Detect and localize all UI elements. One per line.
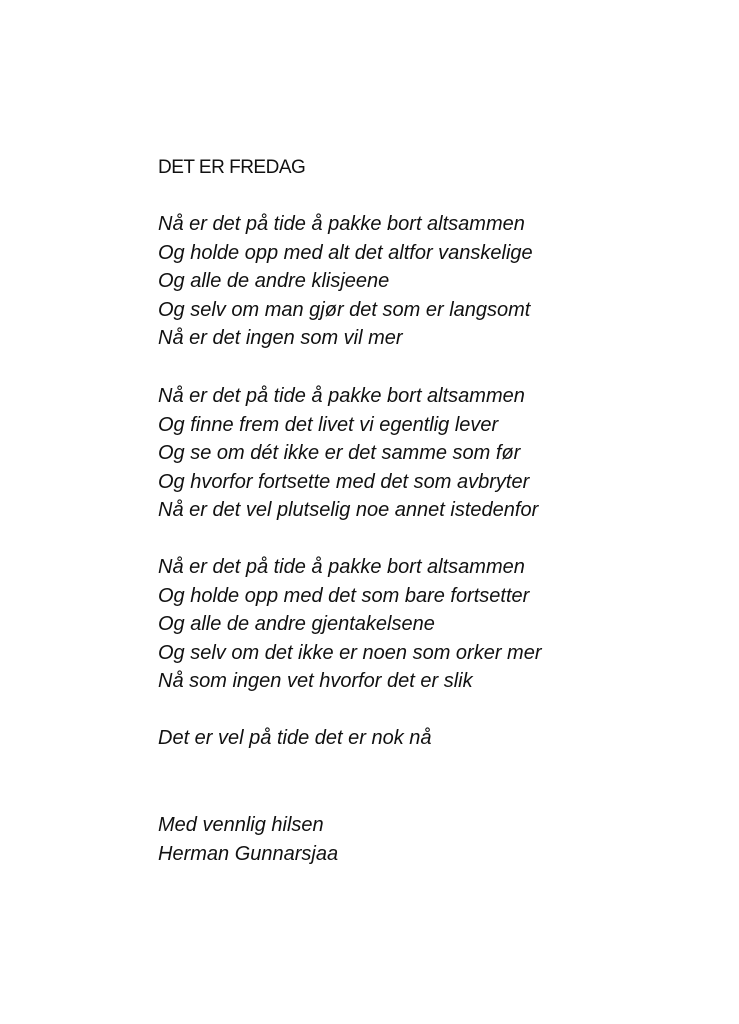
stanza-2 [158,382,538,525]
poem-line: Nå som ingen vet hvorfor det er slik [158,670,473,693]
poem-line: Og holde opp med det som bare fortsetter [158,584,530,607]
poem-line: Og se om dét ikke er det samme som før [158,442,521,465]
closing-greeting: Med vennlig hilsen [158,814,324,836]
stanza-3 [158,553,541,696]
poem-line: Og finne frem det livet vi egentlig lever [158,413,499,436]
signature-name: Herman Gunnarsjaa [158,842,339,865]
poem-line: Nå er det på tide å pakke bort altsammen [158,556,525,578]
poem-line: Og alle de andre gjentakelsene [158,613,435,636]
poem-line: Nå er det vel plutselig noe annet istedenfor [158,499,539,522]
poem-line: Og selv om man gjør det som er langsomt [158,298,531,321]
poem-line: Og selv om det ikke er noen som orker mer [158,641,542,664]
closing [158,811,338,868]
poem-line: Nå er det på tide å pakke bort altsammen [158,385,525,407]
poem-line: Nå er det på tide å pakke bort altsammen [158,213,525,235]
poem-line: Nå er det ingen som vil mer [158,327,403,350]
poem-title: DET ER FREDAG [158,157,306,178]
poem-line: Og holde opp med alt det altfor vanskelige [158,241,533,264]
stanza-1 [158,210,533,353]
poem-line: Og alle de andre klisjeene [158,270,390,293]
poem-line: Og hvorfor fortsette med det som avbryter [158,470,530,493]
final-line: Det er vel på tide det er nok nå [158,727,432,749]
